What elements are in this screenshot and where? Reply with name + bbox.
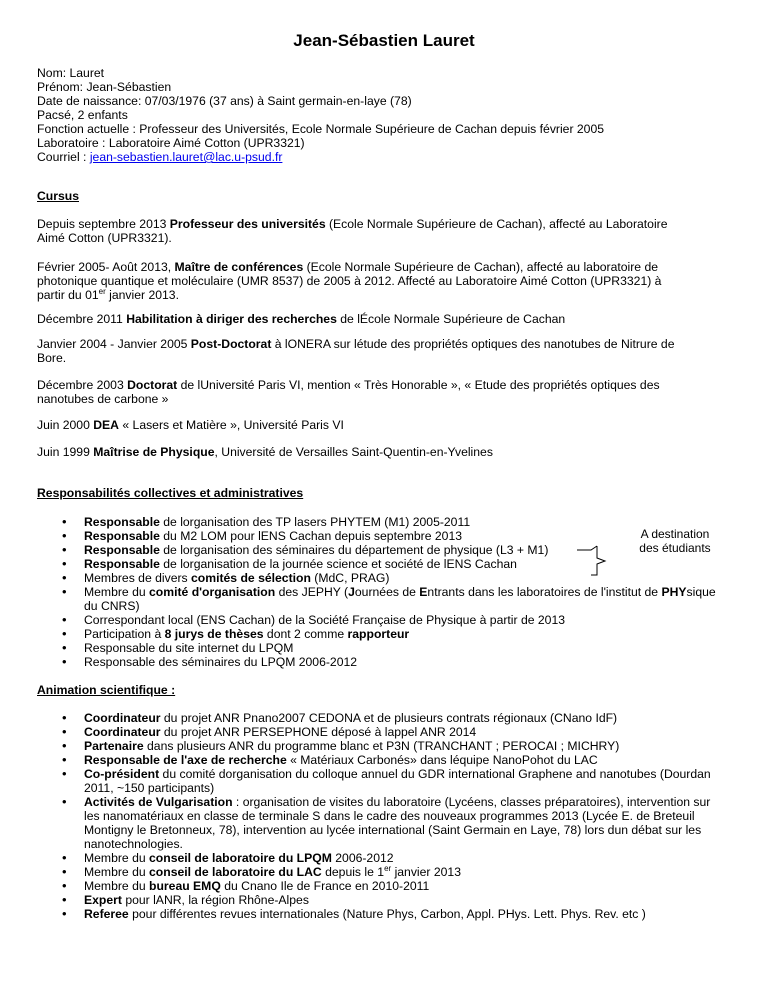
side-note: A destination des étudiants xyxy=(639,527,711,555)
list-item: • Activités de Vulgarisation : organisation de visites du laboratoire (Lycéens, classes préparatoires), intervention sur les nanomatériaux en classe de terminale S dans le cadre des nouveaux programmes 2013 (Lycée E. de Breteuil Montigny le Bretonneux, 78), intervention au lycée international (Saint Germain en Laye, 78) lors dun débat sur les nanotechnologies. xyxy=(62,795,727,851)
info-pacs: Pacsé, 2 enfants xyxy=(37,108,128,122)
cursus-item: Janvier 2004 - Janvier 2005 Post-Doctorat à lONERA sur létude des propriétés optiques des nanotubes de Nitrure de Bore. xyxy=(37,337,675,365)
list-item: • Responsable du site internet du LPQM xyxy=(62,641,717,655)
page-title: Jean-Sébastien Lauret xyxy=(293,31,475,50)
list-item: • Membre du conseil de laboratoire du LPQM 2006-2012 xyxy=(62,851,727,865)
list-item: • Responsable de lorganisation de la journée science et société de lENS Cachan xyxy=(62,557,717,571)
list-item: • Membre du bureau EMQ du Cnano Ile de France en 2010-2011 xyxy=(62,879,727,893)
brace-icon xyxy=(575,544,635,578)
list-item: • Coordinateur du projet ANR Pnano2007 CEDONA et de plusieurs contrats régionaux (CNano IdF) xyxy=(62,711,727,725)
info-labo: Laboratoire : Laboratoire Aimé Cotton (UPR3321) xyxy=(37,136,305,150)
list-item: • Participation à 8 jurys de thèses dont 2 comme rapporteur xyxy=(62,627,717,641)
info-courriel xyxy=(37,150,727,164)
email-link[interactable]: jean-sebastien.lauret@lac.u-psud.fr xyxy=(89,150,283,164)
info-naissance: Date de naissance: 07/03/1976 (37 ans) à Saint germain-en-laye (78) xyxy=(37,94,412,108)
list-item: • Responsable de l'axe de recherche « Matériaux Carbonés» dans léquipe NanoPohot du LAC xyxy=(62,753,727,767)
list-item: • Partenaire dans plusieurs ANR du programme blanc et P3N (TRANCHANT ; PEROCAI ; MICHRY) xyxy=(62,739,727,753)
responsabilites-list xyxy=(62,515,717,669)
list-item: • Referee pour différentes revues internationales (Nature Phys, Carbon, Appl. PHys. Lett. Phys. Rev. etc ) xyxy=(62,907,727,921)
list-item: • Coordinateur du projet ANR PERSEPHONE déposé à lappel ANR 2014 xyxy=(62,725,727,739)
list-item: • Responsable de lorganisation des séminaires du département de physique (L3 + M1) xyxy=(62,543,717,557)
list-item: • Responsable des séminaires du LPQM 2006-2012 xyxy=(62,655,717,669)
list-item: • Expert pour lANR, la région Rhône-Alpes xyxy=(62,893,727,907)
personal-info xyxy=(37,66,727,164)
cursus-item: Juin 2000 DEA « Lasers et Matière », Université Paris VI xyxy=(37,418,344,432)
info-fonction: Fonction actuelle : Professeur des Universités, Ecole Normale Supérieure de Cachan depuis février 2005 xyxy=(37,122,605,136)
list-item: • Membres de divers comités de sélection (MdC, PRAG) xyxy=(62,571,717,585)
list-item: • Co-président du comité dorganisation du colloque annuel du GDR international Graphene and nanotubes (Dourdan 2011, ~150 participants) xyxy=(62,767,727,795)
list-item: • Membre du conseil de laboratoire du LAC depuis le 1er janvier 2013 xyxy=(62,865,727,879)
cursus-item: Depuis septembre 2013 Professeur des universités (Ecole Normale Supérieure de Cachan), affecté au Laboratoire Aimé Cotton (UPR3321). xyxy=(37,217,668,245)
cursus-item: Juin 1999 Maîtrise de Physique, Université de Versailles Saint-Quentin-en-Yvelines xyxy=(37,445,493,459)
list-item: • Correspondant local (ENS Cachan) de la Société Française de Physique à partir de 2013 xyxy=(62,613,717,627)
cursus-item: Décembre 2011 Habilitation à diriger des recherches de lÉcole Normale Supérieure de Cachan xyxy=(37,312,566,326)
list-item: • Membre du comité d'organisation des JEPHY (Journées de Entrants dans les laboratoires de l'institut de PHYsique du CNRS) xyxy=(62,585,717,613)
info-prenom: Prénom: Jean-Sébastien xyxy=(37,80,172,94)
info-nom: Nom: Lauret xyxy=(37,66,105,80)
courriel-label: Courriel : xyxy=(37,150,90,164)
list-item: • Responsable de lorganisation des TP lasers PHYTEM (M1) 2005-2011 xyxy=(62,515,717,529)
section-heading-responsabilites: Responsabilités collectives et administratives xyxy=(37,486,304,500)
cursus-item: Février 2005- Août 2013, Maître de conférences (Ecole Normale Supérieure de Cachan), affecté au laboratoire de photonique quantique et moléculaire (UMR 8537) de 2005 à 2012. Affecté au Laboratoire Aimé Cotton (UPR3321) à partir du 01er janvier 2013. xyxy=(37,260,662,302)
section-heading-cursus: Cursus xyxy=(37,189,79,203)
list-item: • Responsable du M2 LOM pour lENS Cachan depuis septembre 2013 xyxy=(62,529,717,543)
animation-list xyxy=(62,711,727,921)
section-heading-animation: Animation scientifique : xyxy=(37,683,176,697)
cursus-item: Décembre 2003 Doctorat de lUniversité Paris VI, mention « Très Honorable », « Etude des propriétés optiques des nanotubes de carbone » xyxy=(37,378,660,406)
